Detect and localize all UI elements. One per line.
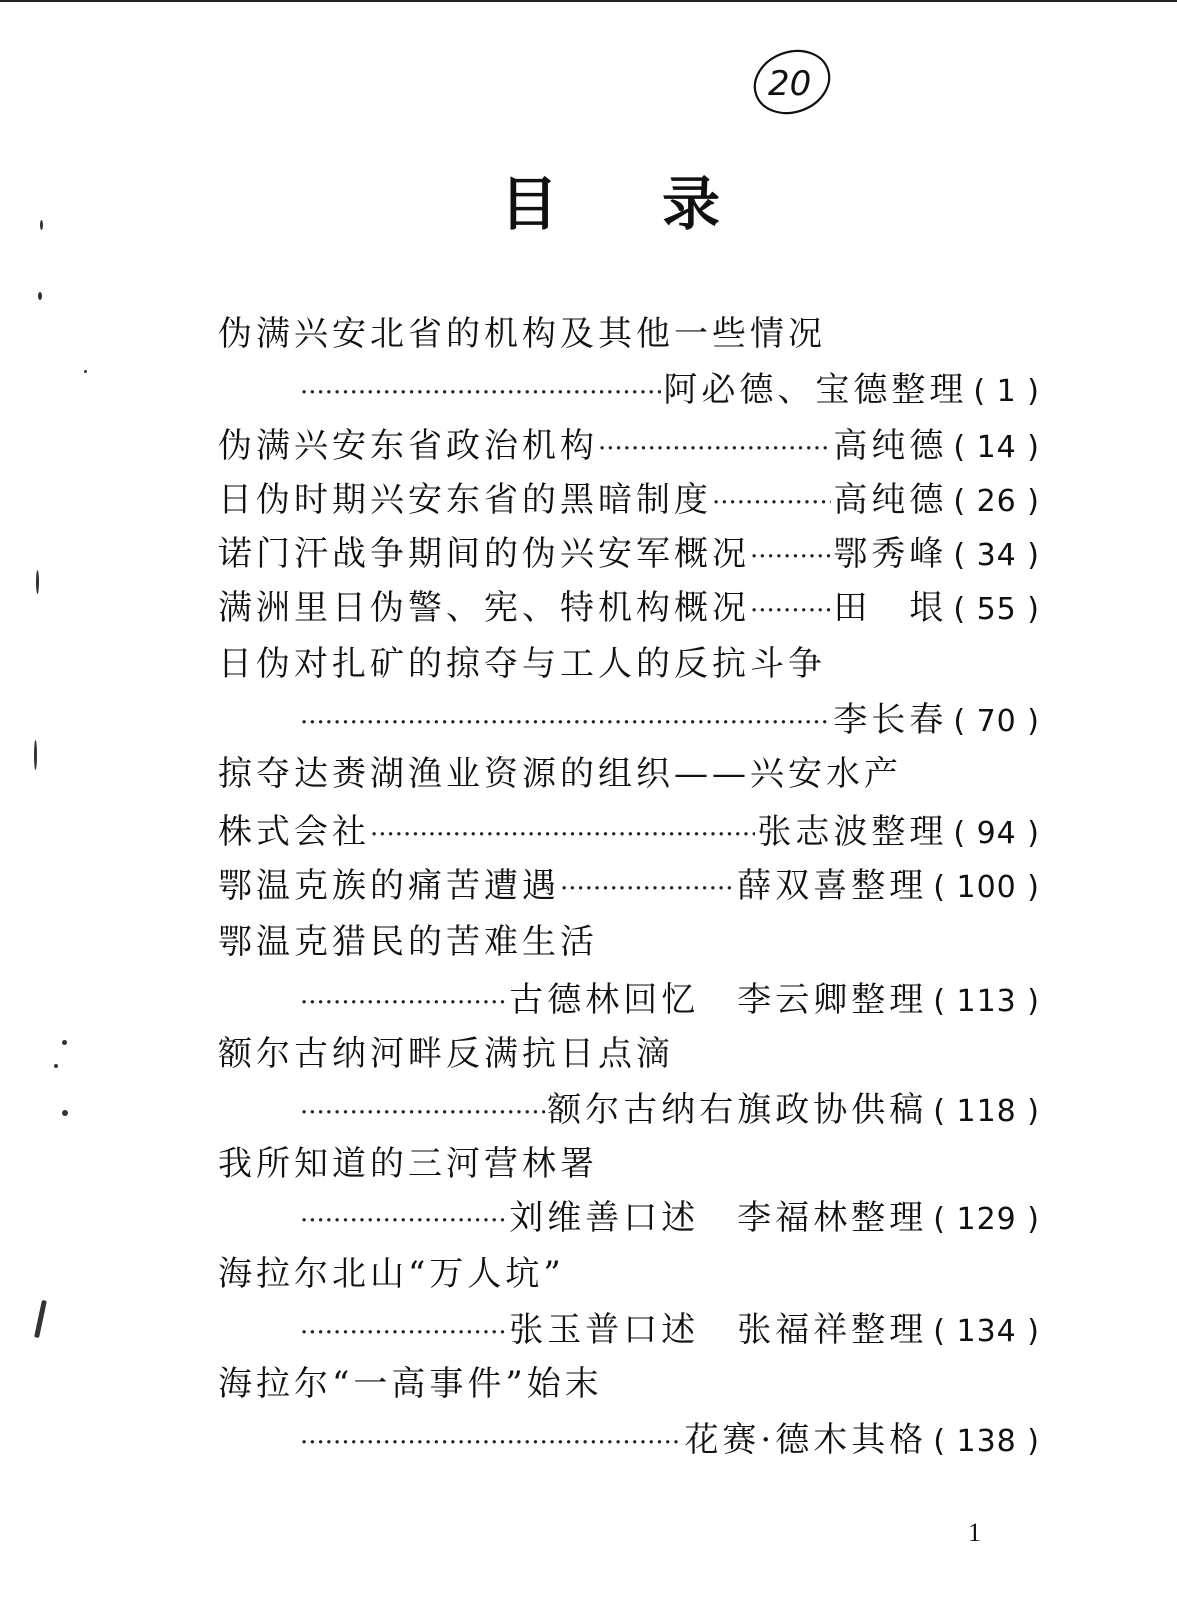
toc-entry-title: 诺门汗战争期间的伪兴安军概况 [218, 534, 750, 574]
toc-entry-leader-row [300, 696, 1040, 744]
toc-entry-page: ( 14 ) [953, 430, 1040, 465]
toc-entry-page: ( 34 ) [953, 538, 1040, 573]
dot-leader [300, 1419, 682, 1467]
toc-entry-title: 伪满兴安东省政治机构 [218, 426, 598, 466]
dot-leader [712, 479, 831, 527]
toc-entry-author: 高纯德 [833, 480, 948, 520]
toc-entry-title: 满洲里日伪警、宪、特机构概况 [218, 588, 750, 628]
toc-entry-title: 掠夺达赉湖渔业资源的组织——兴安水产 [218, 754, 902, 794]
toc-entry-leader-row [300, 366, 1040, 414]
toc-entry-page: ( 129 ) [933, 1202, 1040, 1237]
toc-entry-author: 鄂秀峰 [833, 534, 948, 574]
toc-entry-author: 古德林回忆 李云卿整理 [509, 980, 928, 1020]
page-number: 1 [968, 1518, 981, 1547]
toc-entry-title: 额尔古纳河畔反满抗日点滴 [218, 1034, 674, 1074]
dot-leader [300, 1197, 507, 1245]
handwritten-number: 20 [768, 64, 812, 104]
toc-entry-page: ( 134 ) [933, 1314, 1040, 1349]
toc-entry-title: 海拉尔“一高事件”始末 [218, 1364, 603, 1404]
toc-entry-leader-row [300, 1194, 1040, 1242]
toc-entry-leader-row [218, 530, 1040, 578]
toc-entry-author: 刘维善口述 李福林整理 [509, 1198, 928, 1238]
toc-entry-title: 日伪对扎矿的掠夺与工人的反抗斗争 [218, 644, 826, 684]
page-title: 目录 [500, 170, 825, 238]
dot-leader [300, 369, 661, 417]
toc-entry-page: ( 118 ) [933, 1094, 1040, 1129]
scan-speck [84, 370, 87, 373]
toc-entry-leader-row [218, 808, 1040, 856]
dot-leader [750, 587, 831, 635]
toc-entry-author: 花赛·德木其格 [684, 1420, 928, 1460]
dot-leader [300, 1089, 545, 1137]
toc-entry-author: 额尔古纳右旗政协供稿 [547, 1090, 928, 1130]
toc-entry-author: 阿必德、宝德整理 [663, 370, 968, 410]
toc-entry-author: 张志波整理 [757, 812, 948, 852]
toc-entry-leader-row [218, 584, 1040, 632]
toc-entry-leader-row [300, 1086, 1040, 1134]
dot-leader [598, 425, 831, 473]
scan-speck [54, 1064, 58, 1068]
toc-entry-author: 薛双喜整理 [737, 866, 928, 906]
toc-entry-page: ( 94 ) [953, 816, 1040, 851]
dot-leader [750, 533, 831, 581]
toc-entry-title: 伪满兴安北省的机构及其他一些情况 [218, 314, 826, 354]
toc-entry-title: 鄂温克猎民的苦难生活 [218, 922, 598, 962]
scan-speck [62, 1040, 67, 1045]
toc-entry-page: ( 26 ) [953, 484, 1040, 519]
toc-entry-page: ( 55 ) [953, 592, 1040, 627]
toc-entry-author: 田 垠 [833, 588, 948, 628]
toc-entry-title: 鄂温克族的痛苦遭遇 [218, 866, 560, 906]
scan-speck [62, 1110, 68, 1116]
scan-speck [38, 292, 42, 300]
toc-entry-title: 日伪时期兴安东省的黑暗制度 [218, 480, 712, 520]
toc-entry-title-continued: 株式会社 [218, 812, 370, 852]
scan-speck [40, 220, 43, 230]
dot-leader [370, 811, 755, 859]
scan-speck [34, 740, 37, 770]
dot-leader [300, 699, 831, 747]
toc-entry-author: 张玉普口述 张福祥整理 [509, 1310, 928, 1350]
dot-leader [300, 1309, 507, 1357]
toc-entry-author: 李长春 [833, 700, 948, 740]
toc-entry-leader-row [300, 1416, 1040, 1464]
toc-entry-page: ( 1 ) [973, 374, 1040, 409]
dot-leader [300, 979, 507, 1027]
toc-entry-leader-row [218, 862, 1040, 910]
toc-entry-page: ( 100 ) [933, 870, 1040, 905]
toc-entry-leader-row [300, 976, 1040, 1024]
dot-leader [560, 865, 735, 913]
toc-entry-title: 海拉尔北山“万人坑” [218, 1254, 565, 1294]
toc-entry-leader-row [218, 422, 1040, 470]
toc-entry-page: ( 70 ) [953, 704, 1040, 739]
toc-entry-page: ( 113 ) [933, 984, 1040, 1019]
toc-entry-title: 我所知道的三河营林署 [218, 1144, 598, 1184]
toc-entry-page: ( 138 ) [933, 1424, 1040, 1459]
scan-speck [36, 570, 39, 594]
toc-entry-leader-row [218, 476, 1040, 524]
toc-entry-leader-row [300, 1306, 1040, 1354]
toc-entry-author: 高纯德 [833, 426, 948, 466]
